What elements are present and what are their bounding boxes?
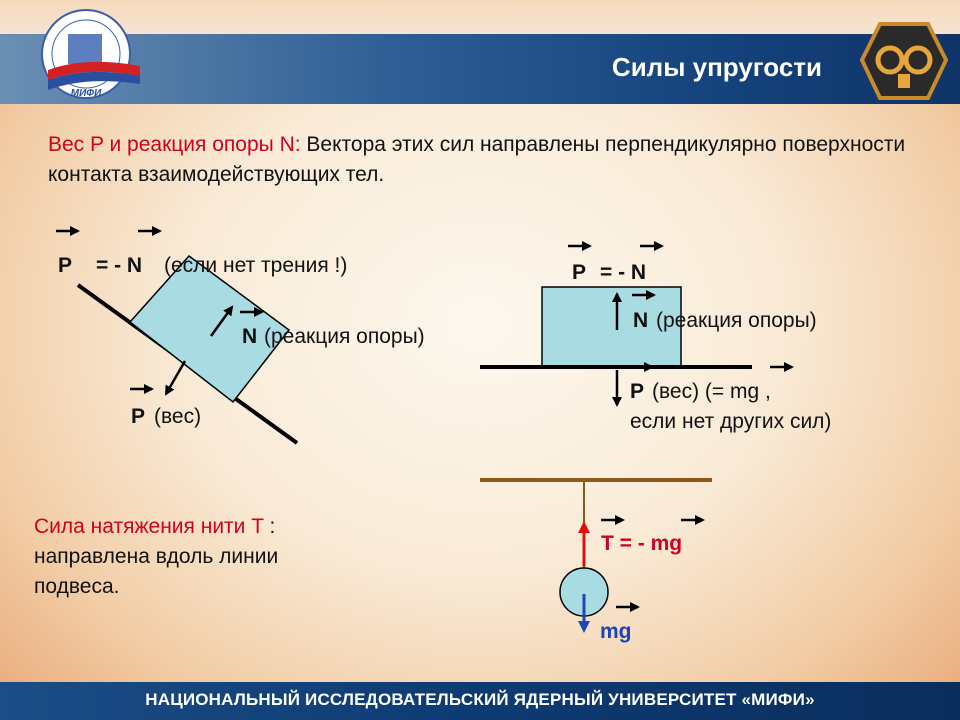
flat-eq-mid: = - N bbox=[600, 261, 647, 284]
tension-eq: T = - mg bbox=[601, 532, 683, 555]
tension-black-text: : направлена вдоль линии подвеса. bbox=[34, 515, 279, 598]
page-title: Силы упругости bbox=[611, 52, 822, 82]
flat-p-note: (вес) (= mg , bbox=[652, 380, 771, 403]
footer-banner: НАЦИОНАЛЬНЫЙ ИССЛЕДОВАТЕЛЬСКИЙ ЯДЕРНЫЙ УНИВЕРСИТЕТ «МИФИ» bbox=[0, 682, 960, 720]
incline-eq-p: P bbox=[58, 254, 73, 277]
flat-p-label: P bbox=[630, 380, 645, 403]
incline-p-label: P bbox=[131, 405, 146, 428]
incline-n-note: (реакция опоры) bbox=[264, 325, 425, 348]
flat-p-note2: если нет других сил) bbox=[630, 410, 832, 433]
flat-eq-p: P bbox=[572, 261, 587, 284]
incline-p-arrow bbox=[166, 361, 185, 394]
intro-red-text: Вес P и реакция опоры N: bbox=[48, 133, 301, 156]
tension-red-text: Сила натяжения нити T bbox=[34, 515, 264, 538]
flat-n-note: (реакция опоры) bbox=[656, 309, 817, 332]
tension-text bbox=[34, 512, 354, 602]
svg-text:МИФИ: МИФИ bbox=[70, 88, 102, 99]
incline-p-note: (вес) bbox=[154, 405, 202, 428]
incline-eq-mid: = - N bbox=[96, 254, 143, 277]
incline-n-label: N bbox=[242, 325, 258, 348]
flat-n-label: N bbox=[633, 309, 649, 332]
incline-eq-note: (если нет трения !) bbox=[164, 254, 348, 277]
intro-black-text: Вектора этих сил направлены перпендикулярно поверхности контакта взаимодействующих тел. bbox=[48, 133, 906, 186]
mg-label: mg bbox=[600, 620, 632, 643]
